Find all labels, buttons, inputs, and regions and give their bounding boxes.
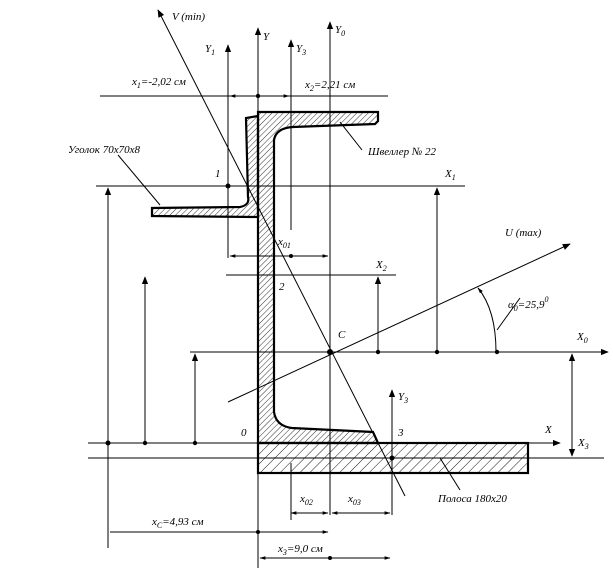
alpha-label: $\alpha_0=25,9^0$ (508, 295, 549, 313)
x-dot-1 (106, 441, 111, 446)
y1-label: $Y_1$ (205, 43, 216, 57)
pt-c-dot (327, 349, 333, 355)
y2-label: $Y_3$ (296, 43, 307, 57)
x01-label: $x_{01}$ (278, 236, 291, 250)
x-dot-3 (193, 441, 197, 445)
x0-dot-1 (376, 350, 380, 354)
dim-x3-dot (328, 556, 332, 560)
channel-name-label: Швеллер № 22 (368, 146, 436, 158)
dim-dot (256, 94, 260, 98)
angle-name-label: Уголок 70х70х8 (68, 144, 140, 156)
angle-shape (152, 116, 258, 217)
y-label: Y (263, 31, 270, 43)
x2-label: $X_2$ (376, 259, 387, 273)
x0-label: $X_0$ (577, 331, 588, 345)
channel-shape (258, 112, 378, 443)
u-max-label: U (max) (505, 227, 542, 239)
x3-dim-label: $x_3=9,0$ см (278, 543, 323, 557)
v-min-label: V (min) (172, 11, 206, 23)
y3-label: $Y_3$ (398, 391, 409, 405)
dim-x01-dot (289, 254, 293, 258)
x-dot-2 (143, 441, 147, 445)
x1-dim-label: $x_1=-2,02$ см (132, 76, 186, 90)
pt-3-dot (390, 456, 395, 461)
pt-2-label: 2 (279, 281, 285, 293)
origin-label: 0 (241, 427, 247, 439)
x3-label: $X_3$ (578, 437, 589, 451)
x1-label: $X_1$ (445, 168, 456, 182)
x03-label: $x_{03}$ (348, 493, 361, 507)
angle-leader (118, 155, 160, 205)
x-label: X (545, 424, 552, 436)
strip-name-label: Полоса 180х20 (438, 493, 507, 505)
alpha-arc (478, 288, 496, 352)
x2-dim-label: $x_2=2,21$ см (305, 79, 356, 93)
channel-leader (340, 122, 362, 150)
y0-label: $Y_0$ (335, 24, 346, 38)
dim-xc-dot (256, 530, 260, 534)
xc-dim-label: $x_C=4,93$ см (152, 516, 204, 530)
u-axis (228, 244, 570, 402)
x02-label: $x_{02}$ (300, 493, 313, 507)
pt-3-label: 3 (398, 427, 404, 439)
pt-1-label: 1 (215, 168, 221, 180)
x0-dot-3 (495, 350, 499, 354)
centroid-label: C (338, 329, 346, 341)
x0-dot-2 (435, 350, 439, 354)
pt-1-dot (226, 184, 231, 189)
